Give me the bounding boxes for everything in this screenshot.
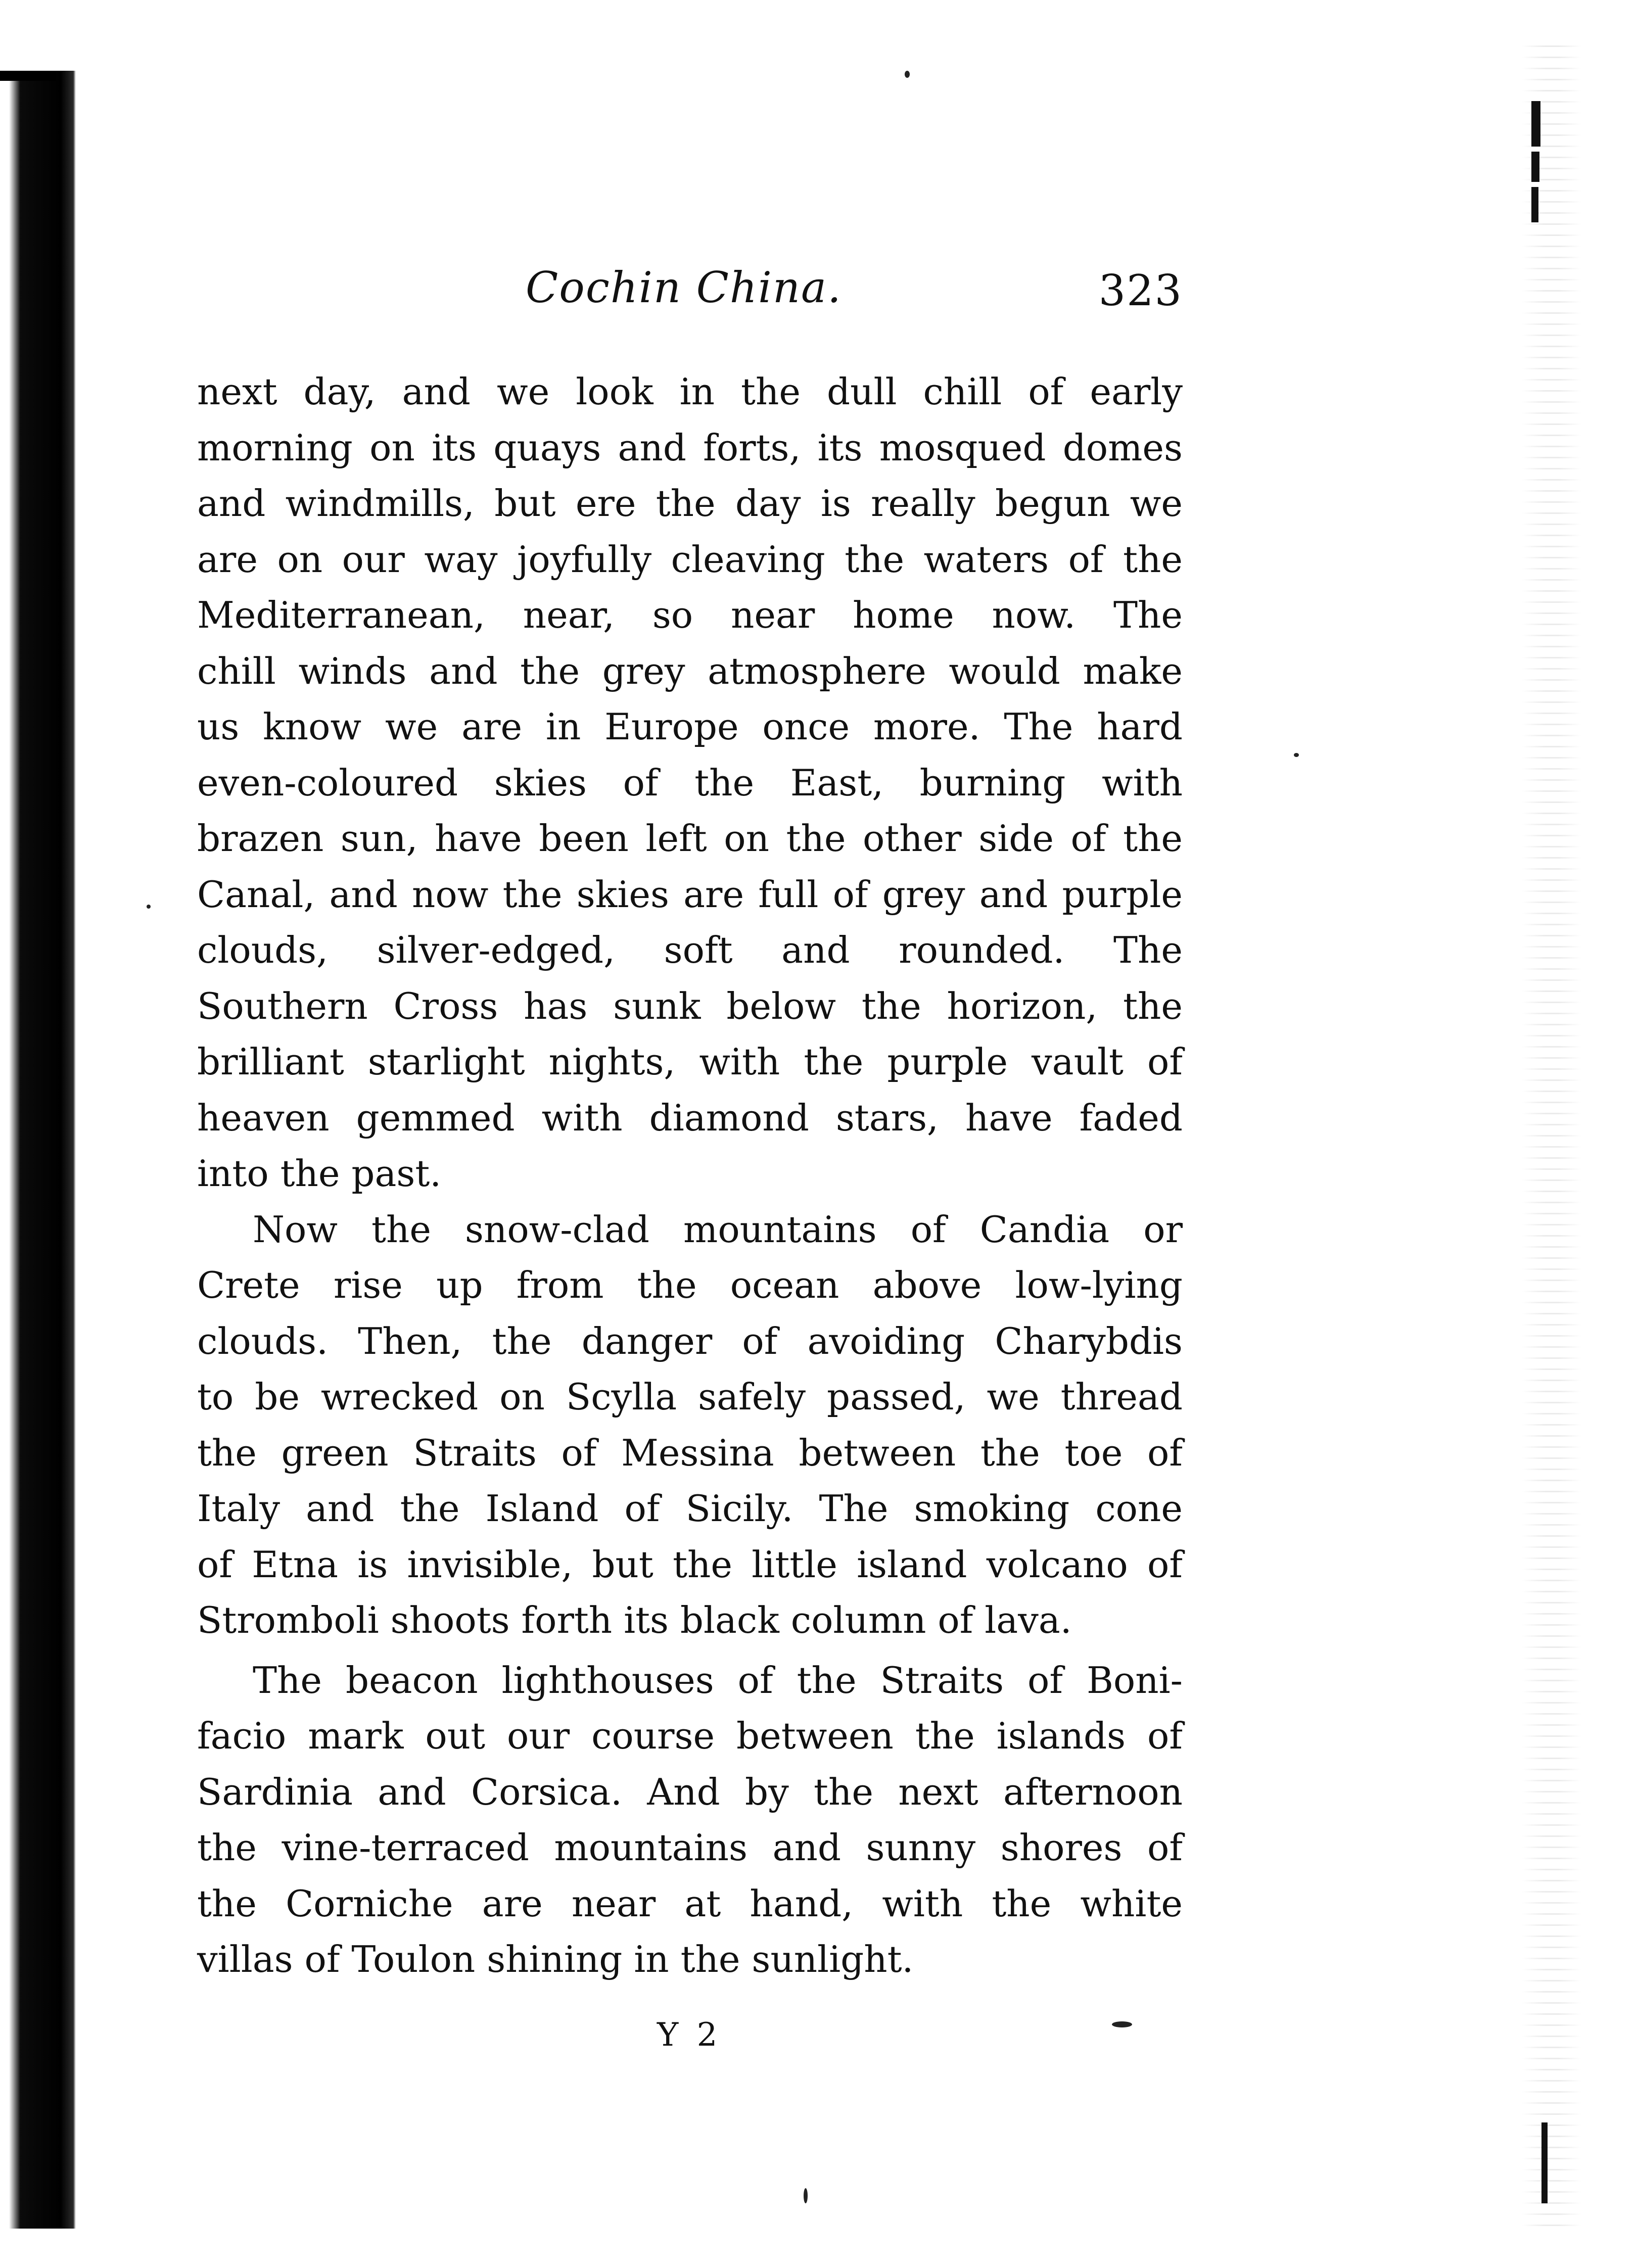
- text-line: us know we are in Europe once more. The hard: [197, 705, 1183, 748]
- facing-page-edge: [1521, 45, 1582, 2229]
- page-number: 323: [1098, 266, 1183, 315]
- edge-mark: [1531, 152, 1539, 182]
- text-line: villas of Toulon shining in the sunlight.: [197, 1938, 914, 1980]
- scan-speck: [1112, 2021, 1132, 2027]
- scan-speck: [1294, 753, 1299, 757]
- text-line: Italy and the Island of Sicily. The smoking cone: [197, 1487, 1183, 1530]
- text-line: Stromboli shoots forth its black column of lava.: [197, 1599, 1072, 1641]
- text-line: to be wrecked on Scylla safely passed, we thread: [197, 1376, 1183, 1418]
- text-line: heaven gemmed with diamond stars, have faded: [197, 1096, 1183, 1139]
- text-line: are on our way joyfully cleaving the waters of the: [197, 538, 1183, 581]
- text-line: next day, and we look in the dull chill of early: [197, 370, 1183, 413]
- text-line: brazen sun, have been left on the other side of the: [197, 817, 1183, 860]
- text-line: Southern Cross has sunk below the horizon, the: [197, 984, 1183, 1027]
- text-line: Crete rise up from the ocean above low-lying: [197, 1264, 1183, 1306]
- body-text: [197, 364, 1183, 1988]
- edge-mark: [1541, 2122, 1548, 2203]
- text-line: the Corniche are near at hand, with the white: [197, 1882, 1183, 1925]
- text-line: the vine-terraced mountains and sunny shores of: [197, 1826, 1183, 1869]
- binding-shadow-cap: [0, 71, 56, 81]
- scan-speck: [804, 2188, 808, 2203]
- text-line: morning on its quays and forts, its mosqued domes: [197, 426, 1183, 469]
- text-line: of Etna is invisible, but the little island volcano of: [197, 1543, 1183, 1586]
- text-line: even-coloured skies of the East, burning with: [197, 761, 1183, 804]
- text-line: clouds. Then, the danger of avoiding Charybdis: [197, 1319, 1183, 1362]
- running-header: [526, 263, 1183, 323]
- scan-speck: [905, 71, 910, 78]
- text-line: into the past.: [197, 1152, 442, 1195]
- text-line: the green Straits of Messina between the toe of: [197, 1431, 1183, 1474]
- text-line: clouds, silver-edged, soft and rounded. The: [197, 929, 1183, 971]
- signature-mark: Y 2: [657, 2016, 722, 2054]
- text-line: and windmills, but ere the day is really begun we: [197, 482, 1183, 525]
- text-line: Now the snow-clad mountains of Candia or: [253, 1208, 1183, 1251]
- text-line: The beacon lighthouses of the Straits of Boni-: [253, 1659, 1183, 1702]
- scan-speck: [147, 905, 151, 909]
- text-line: Mediterranean, near, so near home now. The: [197, 594, 1183, 636]
- text-line: chill winds and the grey atmosphere would make: [197, 649, 1183, 692]
- edge-mark: [1531, 101, 1540, 147]
- running-title: Cochin China.: [526, 263, 842, 312]
- paragraph-gap: [197, 1648, 1183, 1652]
- text-line: Sardinia and Corsica. And by the next afternoon: [197, 1770, 1183, 1813]
- binding-shadow: [0, 71, 76, 2229]
- text-line: Canal, and now the skies are full of grey and purple: [197, 873, 1183, 916]
- text-line: brilliant starlight nights, with the purple vault of: [197, 1041, 1183, 1083]
- edge-mark: [1531, 187, 1538, 222]
- text-line: facio mark out our course between the islands of: [197, 1715, 1183, 1757]
